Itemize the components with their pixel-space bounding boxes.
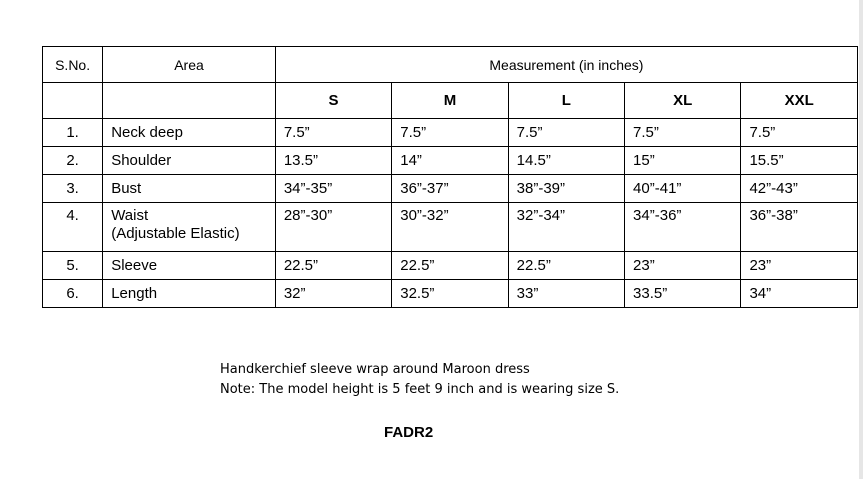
cell-value: 38”-39” xyxy=(508,175,624,203)
page-edge xyxy=(859,0,863,479)
size-label-s: S xyxy=(275,83,391,119)
row-area: Length xyxy=(103,280,276,308)
row-area: Neck deep xyxy=(103,119,276,147)
size-label-l: L xyxy=(508,83,624,119)
row-area: Shoulder xyxy=(103,147,276,175)
cell-value: 33.5” xyxy=(625,280,741,308)
cell-value: 23” xyxy=(625,252,741,280)
cell-value: 34” xyxy=(741,280,858,308)
product-code: FADR2 xyxy=(384,424,434,441)
cell-value: 7.5” xyxy=(508,119,624,147)
model-note: Note: The model height is 5 feet 9 inch and is wearing size S. xyxy=(220,382,620,397)
product-notes xyxy=(220,360,619,400)
table-row xyxy=(43,280,858,308)
row-area-label: Waist xyxy=(111,207,149,224)
row-area-sublabel: (Adjustable Elastic) xyxy=(111,225,240,242)
cell-value: 36”-37” xyxy=(392,175,508,203)
size-label-m: M xyxy=(392,83,508,119)
size-header-blank xyxy=(103,83,276,119)
cell-value: 14.5” xyxy=(508,147,624,175)
size-header-blank xyxy=(43,83,103,119)
header-sno: S.No. xyxy=(43,47,103,83)
cell-value: 13.5” xyxy=(275,147,391,175)
size-label-xl: XL xyxy=(625,83,741,119)
cell-value: 32” xyxy=(275,280,391,308)
cell-value: 7.5” xyxy=(741,119,858,147)
cell-value: 7.5” xyxy=(392,119,508,147)
header-area: Area xyxy=(103,47,276,83)
cell-value: 7.5” xyxy=(625,119,741,147)
row-area: Sleeve xyxy=(103,252,276,280)
cell-value: 22.5” xyxy=(275,252,391,280)
row-sno: 1. xyxy=(43,119,103,147)
cell-value: 34”-36” xyxy=(625,203,741,252)
row-sno: 4. xyxy=(43,203,103,252)
product-description: Handkerchief sleeve wrap around Maroon dress xyxy=(220,362,530,377)
cell-value: 7.5” xyxy=(275,119,391,147)
cell-value: 32.5” xyxy=(392,280,508,308)
cell-value: 28”-30” xyxy=(275,203,391,252)
cell-value: 15” xyxy=(625,147,741,175)
row-area xyxy=(103,203,276,252)
cell-value: 22.5” xyxy=(392,252,508,280)
cell-value: 14” xyxy=(392,147,508,175)
cell-value: 33” xyxy=(508,280,624,308)
cell-value: 42”-43” xyxy=(741,175,858,203)
cell-value: 36”-38” xyxy=(741,203,858,252)
cell-value: 15.5” xyxy=(741,147,858,175)
table-row xyxy=(43,252,858,280)
table-row xyxy=(43,175,858,203)
cell-value: 40”-41” xyxy=(625,175,741,203)
cell-value: 22.5” xyxy=(508,252,624,280)
cell-value: 23” xyxy=(741,252,858,280)
size-header-row xyxy=(43,83,858,119)
header-row xyxy=(43,47,858,83)
table-row xyxy=(43,119,858,147)
cell-value: 30”-32” xyxy=(392,203,508,252)
row-sno: 6. xyxy=(43,280,103,308)
cell-value: 34”-35” xyxy=(275,175,391,203)
size-label-xxl: XXL xyxy=(741,83,858,119)
row-sno: 5. xyxy=(43,252,103,280)
cell-value: 32”-34” xyxy=(508,203,624,252)
table-row xyxy=(43,203,858,252)
row-area: Bust xyxy=(103,175,276,203)
header-measurement: Measurement (in inches) xyxy=(275,47,857,83)
row-sno: 3. xyxy=(43,175,103,203)
size-chart-table xyxy=(42,46,858,308)
table-row xyxy=(43,147,858,175)
row-sno: 2. xyxy=(43,147,103,175)
